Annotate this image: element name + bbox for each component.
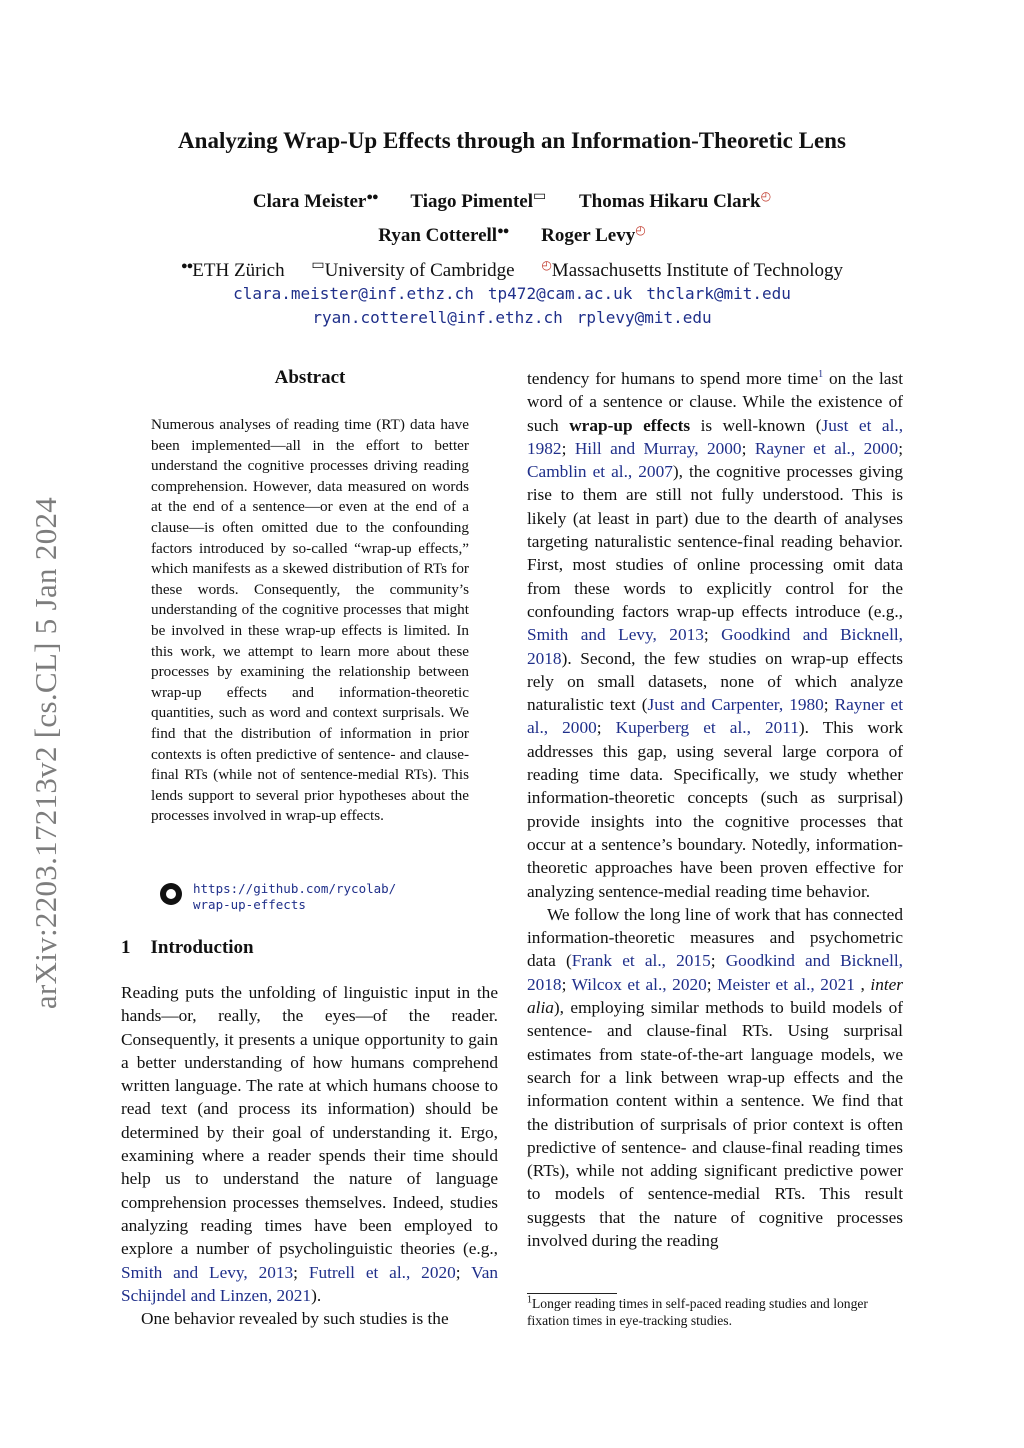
citation-link[interactable]: Wilcox et al., 2020 — [571, 974, 707, 994]
citation-link[interactable]: Rayner et al., 2000 — [527, 695, 904, 738]
author-line-2 — [0, 223, 1024, 247]
stopwatch-icon — [635, 223, 645, 238]
citation-link[interactable]: Futrell et al., 2020 — [308, 1262, 456, 1282]
repo-link[interactable] — [160, 881, 396, 912]
paragraph: We follow the long line of work that has connected information-theoretic measures and psychometric data (Frank et al., 2015; Goodkind and Bicknell, 2018; Wilcox et al., 2020; Meister et al., 2021 , inter alia), employing similar methods to build models of sentence- and clause-final RTs. Using surprisal estimates from state-of-the-art language models, we search for a link between wrap-up effects and the information content within a sentence. We find that the distribution of surprisals of prior context is often predictive of sentence- and clause-final reading times (RTs), while not adding significant predictive power to models of sentence-medial RTs. This result suggests that the nature of cognitive processes involved during the reading — [527, 904, 904, 1250]
email-link[interactable]: tp472@cam.ac.uk — [487, 284, 633, 303]
citation-link[interactable]: Smith and Levy, 2013 — [121, 1262, 294, 1282]
email-link[interactable]: ryan.cotterell@inf.ethz.ch — [312, 308, 563, 327]
author: Thomas Hikaru Clark◴ — [579, 191, 771, 212]
affiliation: ●●ETH Zürich — [181, 260, 285, 281]
citation-link[interactable]: Kuperberg et al., 2011 — [615, 718, 799, 738]
citation-link[interactable]: Just et al., 1982 — [527, 415, 904, 458]
citation-link[interactable]: Frank et al., 2015 — [571, 951, 711, 971]
citation-link[interactable]: Just and Carpenter, 1980 — [647, 695, 824, 715]
footnote — [527, 1296, 903, 1329]
citation-link[interactable]: Goodkind and Bicknell, 2018 — [527, 951, 904, 994]
citation-link[interactable]: Goodkind and Bicknell, 2018 — [527, 625, 903, 668]
eyes-icon — [366, 191, 377, 203]
footnote-marker[interactable]: 1 — [818, 369, 824, 381]
book-icon — [533, 188, 546, 205]
email-link[interactable]: thclark@mit.edu — [646, 284, 791, 303]
paragraph: One behavior revealed by such studies is the — [141, 1309, 449, 1329]
citation-link[interactable]: Rayner et al., 2000 — [754, 438, 899, 458]
paragraph: tendency for humans to spend more time$^1$ on the last word of a sentence or clause. While the existence of such wrap-up effects is well-known (Just et al., 1982; Hill and Murray, 2000; Rayner et al., 2000; Camblin et al., 2007), the cognitive processes giving rise to them are still not fully understood. This is likely (at least in part) due to the dearth of analyses targeting naturalistic sentence-final reading behavior. First, most studies of online processing omit data from these words to explicitly control for the confounding factors wrap-up effects introduce (e.g., Smith and Levy, 2013; Goodkind and Bicknell, 2018). Second, the few studies on wrap-up effects rely on small datasets, none of which analyze naturalistic text (Just and Carpenter, 1980; Rayner et al., 2000; Kuperberg et al., 2011). This work addresses this gap, using several large corpora of reading time data. Specifically, we study whether information-theoretic concepts (such as surprisal) provide insights into the cognitive processes that occur at a sentence’s boundary. Notedly, information-theoretic approaches have been proven effective for analyzing sentence-medial reading time behavior. — [527, 369, 904, 901]
abstract-heading: Abstract — [274, 367, 346, 388]
paper-title: Analyzing Wrap-Up Effects through an Information-Theoretic Lens — [178, 128, 846, 153]
author: Ryan Cotterell●● — [378, 225, 508, 246]
stopwatch-icon — [761, 189, 771, 204]
citation-link[interactable]: Hill and Murray, 2000 — [574, 438, 742, 458]
author: Clara Meister●● — [253, 191, 378, 212]
affiliations — [0, 257, 1024, 282]
citation-link[interactable]: Smith and Levy, 2013 — [527, 625, 704, 645]
footnote-number: 1 — [527, 1294, 532, 1306]
author: Tiago Pimentel▭ — [410, 191, 546, 212]
email-line-1 — [0, 284, 1024, 303]
citation-link[interactable]: Meister et al., 2021 — [717, 974, 855, 994]
repo-url[interactable]: https://github.com/rycolab/ wrap-up-effects — [193, 881, 397, 912]
email-link[interactable]: rplevy@mit.edu — [576, 308, 712, 327]
right-column-body — [527, 367, 903, 1252]
email-line-2 — [0, 308, 1024, 327]
citation-link[interactable]: Camblin et al., 2007 — [527, 462, 673, 482]
citation-link[interactable]: Van Schijndel and Linzen, 2021 — [121, 1262, 498, 1305]
left-column-body — [121, 981, 498, 1330]
footnote-text: Longer reading times in self-paced reading studies and longer fixation times in eye-tracking studies. — [527, 1296, 868, 1328]
affiliation: ▭ University of Cambridge — [311, 260, 514, 281]
latin-phrase: inter alia — [527, 974, 904, 1018]
bold-term: wrap-up effects — [569, 415, 691, 435]
section-title: Introduction — [150, 937, 254, 958]
section-heading — [121, 937, 254, 959]
eyes-icon — [181, 260, 192, 272]
stopwatch-icon — [541, 258, 551, 273]
github-icon — [160, 883, 182, 905]
affiliation: ◴ Massachusetts Institute of Technology — [541, 260, 843, 281]
arxiv-identifier: arXiv:2203.17213v2 [cs.CL] 5 Jan 2024 — [28, 496, 64, 1009]
author-line-1 — [0, 188, 1024, 213]
eyes-icon — [497, 225, 508, 237]
arxiv-sidebar — [28, 465, 64, 1040]
email-link[interactable]: clara.meister@inf.ethz.ch — [233, 284, 474, 303]
paragraph: Reading puts the unfolding of linguistic input in the hands—or, really, the eyes—of the reader. Consequently, it presents a unique opportunity to gain a better understanding of how humans comprehend written language. The rate at which humans choose to read text (and process its information) should be determined by their goal of understanding it. Ergo, examining where a reader spends their time should help us to understand the nature of language comprehension processes themselves. Indeed, studies analyzing reading times have been employed to explore a number of psycholinguistic theories (e.g., Smith and Levy, 2013; Futrell et al., 2020; Van Schijndel and Linzen, 2021). — [121, 983, 498, 1305]
author: Roger Levy◴ — [541, 225, 646, 246]
book-icon — [311, 257, 324, 274]
footnote-rule — [527, 1293, 617, 1294]
section-number: 1 — [121, 937, 131, 958]
abstract-body: Numerous analyses of reading time (RT) data have been implemented—all in the effort to better understand the cognitive processes driving reading comprehension. However, data measured on words at the end of a sentence—or even at the end of a clause—is often omitted due to the confounding factors introduced by so-called “wrap-up effects,” which manifests as a skewed distribution of RTs for these words. Consequently, the community’s understanding of the cognitive processes that might be involved in these wrap-up effects is limited. In this work, we attempt to learn more about these processes by examining the relationship between wrap-up effects and information-theoretic quantities, such as word and context surprisals. We find that the distribution of information in prior contexts is often predictive of sentence- and clause-final RTs (while not of sentence-medial RTs). This lends support to several prior hypotheses about the processes involved in wrap-up effects. — [151, 416, 469, 825]
